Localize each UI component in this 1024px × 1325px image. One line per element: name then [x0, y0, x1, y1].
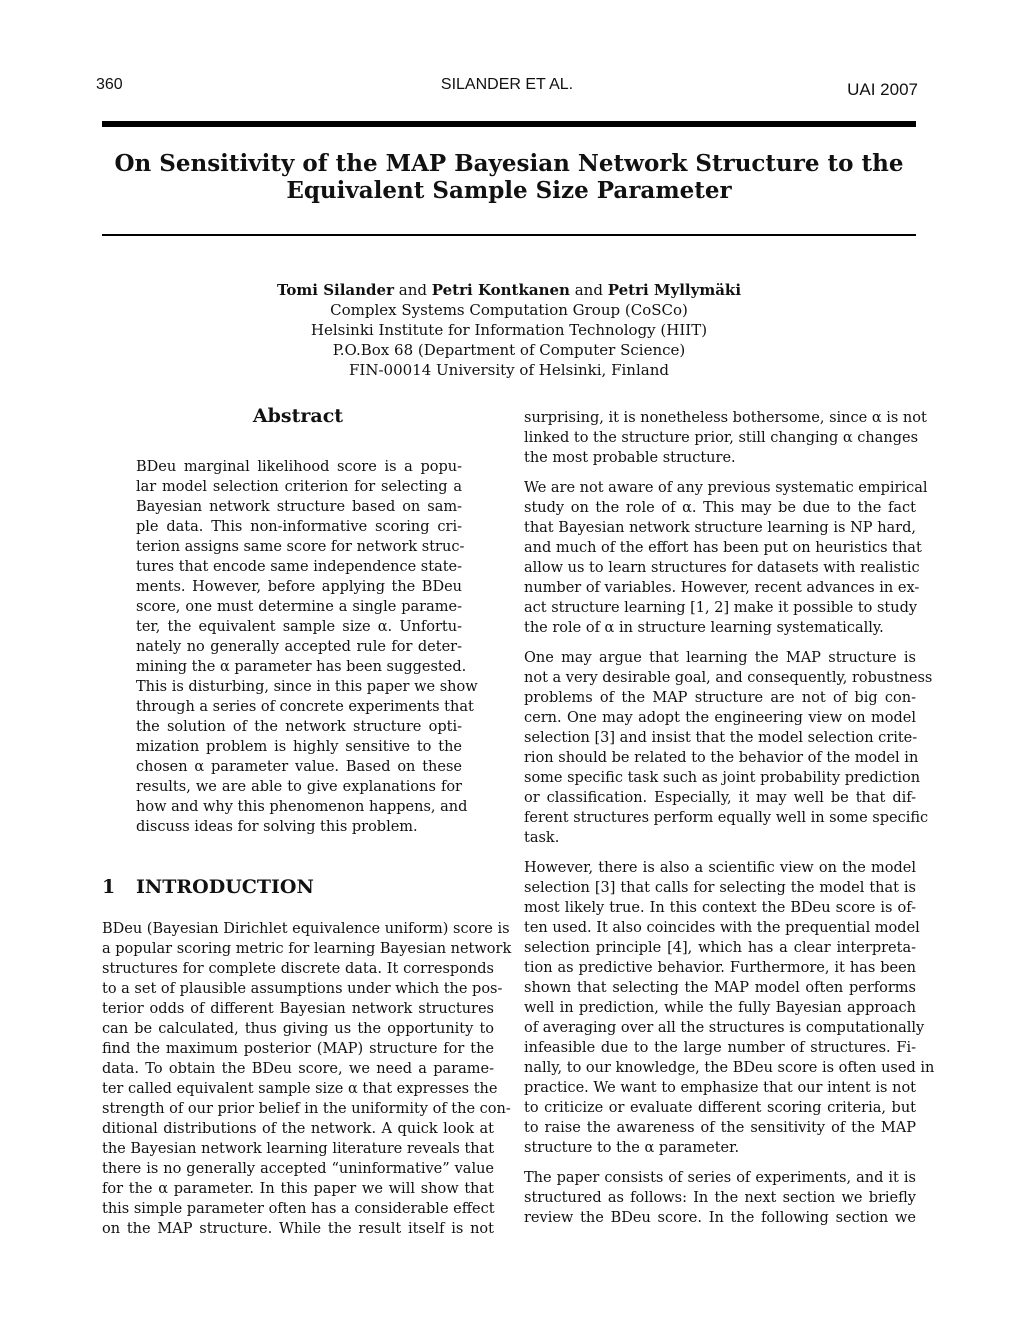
section-title: INTRODUCTION [136, 876, 314, 898]
text-line: allow us to learn structures for datasets with realistic [524, 560, 920, 576]
text-line: selection [3] that calls for selecting the model that is [524, 880, 916, 896]
text-line: or classification. Especially, it may well be that dif- [524, 790, 916, 806]
author-3: Petri Myllymäki [607, 281, 742, 299]
title-top-rule [102, 121, 916, 127]
text-line: The paper consists of series of experiments, and it is [524, 1170, 916, 1186]
text-line: rion should be related to the behavior of the model in [524, 750, 919, 766]
text-line: to criticize or evaluate different scoring criteria, but [524, 1100, 916, 1116]
text-line: review the BDeu score. In the following section we [524, 1210, 916, 1226]
text-line: to raise the awareness of the sensitivity of the MAP [524, 1120, 916, 1136]
paragraph [524, 1168, 916, 1228]
text-line: how and why this phenomenon happens, and [136, 799, 468, 815]
paragraph [524, 408, 927, 468]
text-line: lar model selection criterion for selecting a [136, 479, 462, 495]
text-line: infeasible due to the large number of structures. Fi- [524, 1040, 916, 1056]
title-line-1: On Sensitivity of the MAP Bayesian Network Structure to the [114, 150, 904, 177]
paragraph [524, 858, 935, 1158]
text-line: find the maximum posterior (MAP) structure for the [102, 1041, 494, 1057]
text-line: surprising, it is nonetheless bothersome, since α is not [524, 410, 927, 426]
text-line: structure to the α parameter. [524, 1140, 740, 1156]
running-header [96, 76, 918, 98]
text-line: problems of the MAP structure are not of big con- [524, 690, 916, 706]
text-line: terion assigns same score for network struc- [136, 539, 465, 555]
text-line: nally, to our knowledge, the BDeu score is often used in [524, 1060, 935, 1076]
author-separator: and [398, 281, 427, 299]
author-1: Tomi Silander [276, 281, 394, 299]
text-line: cern. One may adopt the engineering view on model [524, 710, 916, 726]
text-line: to a set of plausible assumptions under which the pos- [102, 981, 503, 997]
text-line: practice. We want to emphasize that our intent is not [524, 1080, 916, 1096]
introduction-text [102, 919, 512, 1239]
text-line: structured as follows: In the next section we briefly [524, 1190, 916, 1206]
author-names [102, 280, 916, 300]
author-separator: and [574, 281, 603, 299]
text-line: selection principle [4], which has a clear interpreta- [524, 940, 916, 956]
text-line: BDeu marginal likelihood score is a popu- [136, 459, 462, 475]
author-block [102, 280, 916, 380]
abstract-heading: Abstract [252, 405, 344, 427]
text-line: on the MAP structure. While the result itself is not [102, 1221, 494, 1237]
text-line: strength of our prior belief in the uniformity of the con- [102, 1101, 511, 1117]
text-line: number of variables. However, recent advances in ex- [524, 580, 920, 596]
section-heading [102, 876, 314, 898]
text-line: the role of α in structure learning systematically. [524, 620, 884, 636]
text-line: One may argue that learning the MAP structure is [524, 650, 916, 666]
text-line: nately no generally accepted rule for deter- [136, 639, 462, 655]
paragraph [524, 478, 928, 638]
text-line: and much of the effort has been put on heuristics that [524, 540, 922, 556]
text-line: However, there is also a scientific view on the model [524, 860, 916, 876]
text-line: some specific task such as joint probability prediction [524, 770, 921, 786]
text-line: the most probable structure. [524, 450, 736, 466]
text-line: tures that encode same independence state- [136, 559, 463, 575]
text-line: well in prediction, while the fully Bayesian approach [524, 1000, 916, 1016]
title-bottom-rule [102, 234, 916, 236]
running-authors: SILANDER ET AL. [440, 76, 574, 93]
text-line: ple data. This non-informative scoring cri- [136, 519, 462, 535]
text-line: This is disturbing, since in this paper we show [136, 679, 478, 695]
affiliation-line: Complex Systems Computation Group (CoSCo) [330, 301, 688, 319]
text-line: that Bayesian network structure learning is NP hard, [524, 520, 916, 536]
text-line: Bayesian network structure based on sam- [136, 499, 462, 515]
text-line: the solution of the network structure opti- [136, 719, 462, 735]
author-2: Petri Kontkanen [431, 281, 570, 299]
text-line: tion as predictive behavior. Furthermore, it has been [524, 960, 916, 976]
text-line: ferent structures perform equally well in some specific [524, 810, 929, 826]
text-line: ten used. It also coincides with the prequential model [524, 920, 920, 936]
text-line: ments. However, before applying the BDeu [136, 579, 462, 595]
text-line: discuss ideas for solving this problem. [136, 819, 418, 835]
text-line: mization problem is highly sensitive to the [136, 739, 462, 755]
text-line: of averaging over all the structures is computationally [524, 1020, 925, 1036]
text-line: results, we are able to give explanations for [136, 779, 462, 795]
conference-label: UAI 2007 [847, 80, 918, 99]
text-line: selection [3] and insist that the model selection crite- [524, 730, 918, 746]
text-line: act structure learning [1, 2] make it possible to study [524, 600, 918, 616]
text-line: structures for complete discrete data. It corresponds [102, 961, 494, 977]
text-line: chosen α parameter value. Based on these [136, 759, 462, 775]
affiliation-line: P.O.Box 68 (Department of Computer Science) [332, 341, 686, 359]
text-line: shown that selecting the MAP model often performs [524, 980, 916, 996]
text-line: not a very desirable goal, and consequently, robustness [524, 670, 933, 686]
text-line: We are not aware of any previous systematic empirical [524, 480, 928, 496]
section-number: 1 [102, 876, 116, 898]
abstract-text [136, 457, 478, 837]
text-line: this simple parameter often has a considerable effect [102, 1201, 495, 1217]
page-number: 360 [96, 76, 123, 93]
text-line: score, one must determine a single parame- [136, 599, 462, 615]
text-line: terior odds of different Bayesian network structures [102, 1001, 494, 1017]
paragraph [524, 648, 933, 848]
text-line: ter called equivalent sample size α that expresses the [102, 1081, 498, 1097]
affiliation-line: Helsinki Institute for Information Technology (HIIT) [310, 321, 708, 339]
affiliation-line: FIN-00014 University of Helsinki, Finland [349, 361, 669, 379]
right-column-text [524, 408, 935, 1238]
text-line: the Bayesian network learning literature reveals that [102, 1141, 495, 1157]
title-line-2: Equivalent Sample Size Parameter [286, 177, 732, 204]
text-line: a popular scoring metric for learning Bayesian network [102, 941, 512, 957]
text-line: for the α parameter. In this paper we will show that [102, 1181, 494, 1197]
text-line: most likely true. In this context the BDeu score is of- [524, 900, 916, 916]
text-line: study on the role of α. This may be due to the fact [524, 500, 916, 516]
text-line: linked to the structure prior, still changing α changes [524, 430, 919, 446]
text-line: ter, the equivalent sample size α. Unfortu- [136, 619, 462, 635]
text-line: mining the α parameter has been suggested. [136, 659, 467, 675]
text-line: can be calculated, thus giving us the opportunity to [102, 1021, 494, 1037]
text-line: task. [524, 830, 560, 846]
text-line: there is no generally accepted “uninformative” value [102, 1161, 494, 1177]
text-line: ditional distributions of the network. A quick look at [102, 1121, 494, 1137]
paper-title [102, 150, 916, 204]
text-line: data. To obtain the BDeu score, we need a parame- [102, 1061, 494, 1077]
text-line: through a series of concrete experiments that [136, 699, 474, 715]
text-line: BDeu (Bayesian Dirichlet equivalence uniform) score is [102, 921, 510, 937]
